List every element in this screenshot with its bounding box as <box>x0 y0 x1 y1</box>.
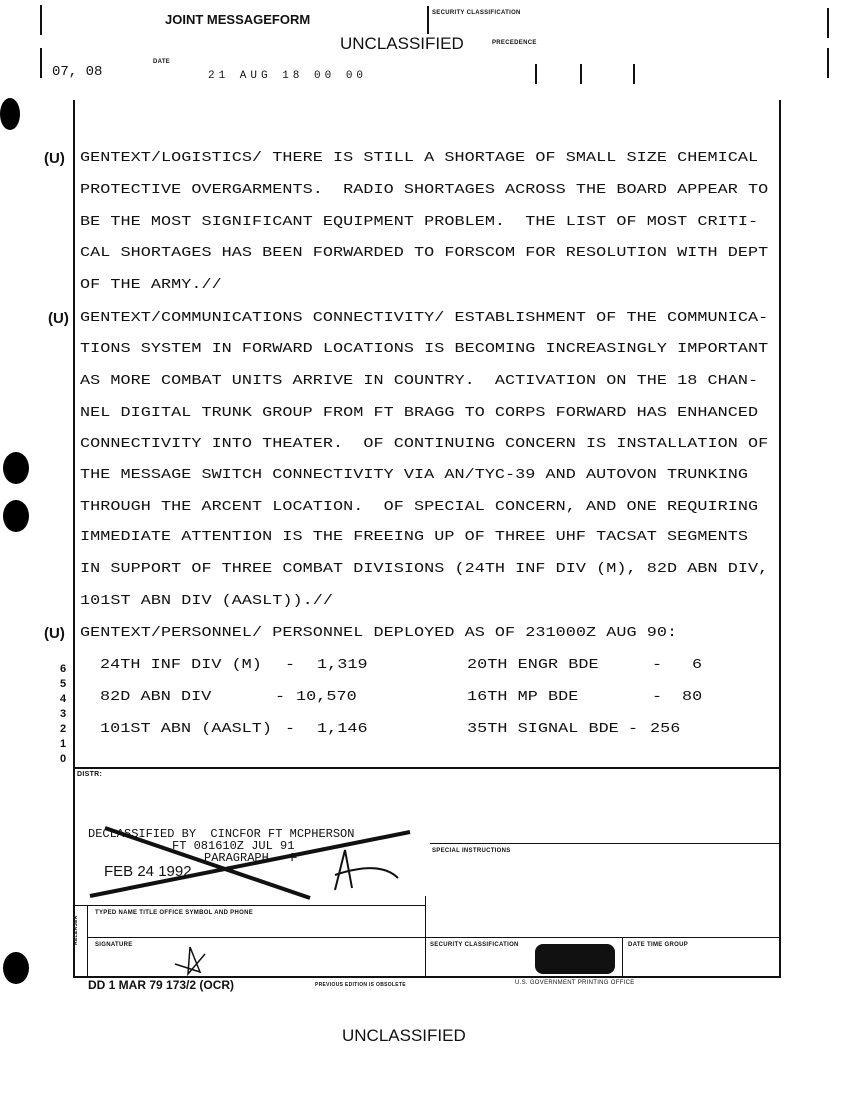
previous-edition-note: PREVIOUS EDITION IS OBSOLETE <box>315 982 406 988</box>
punch-hole <box>3 500 29 532</box>
text-line: BE THE MOST SIGNIFICANT EQUIPMENT PROBLEM. THE LIST OF MOST CRITI- <box>80 214 759 231</box>
date-label: DATE <box>153 59 171 65</box>
text-line: THROUGH THE ARCENT LOCATION. OF SPECIAL CONCERN, AND ONE REQUIRING <box>80 499 759 516</box>
dash: - <box>285 657 296 674</box>
typed-name-label: TYPED NAME TITLE OFFICE SYMBOL AND PHONE <box>95 910 254 916</box>
divider <box>427 6 429 34</box>
line-number: 3 <box>60 708 67 720</box>
box-right-border <box>779 100 781 978</box>
signature-mark <box>170 942 210 976</box>
precedence-label: PRECEDENCE <box>492 40 537 46</box>
text-line: IMMEDIATE ATTENTION IS THE FREEING UP OF THREE UHF TACSAT SEGMENTS <box>80 529 748 546</box>
declass-line: PARAGRAPH - F <box>204 851 298 865</box>
unit-count: 10,570 <box>296 689 357 706</box>
text-line: THE MESSAGE SWITCH CONNECTIVITY VIA AN/TYC-39 AND AUTOVON TRUNKING <box>80 467 748 484</box>
header-frame-line <box>827 8 829 38</box>
text-line: CAL SHORTAGES HAS BEEN FORWARDED TO FORSCOM FOR RESOLUTION WITH DEPT <box>80 245 769 262</box>
signature-row-divider <box>622 937 623 976</box>
special-instructions-label: SPECIAL INSTRUCTIONS <box>432 848 511 854</box>
punch-hole <box>3 952 29 984</box>
classification-header: UNCLASSIFIED <box>340 34 464 53</box>
header-frame-line <box>40 48 42 78</box>
declass-line: FT 081610Z JUL 91 <box>172 839 295 853</box>
text-line: 101ST ABN DIV (AASLT)).// <box>80 593 334 610</box>
declass-line: DECLASSIFIED BY CINCFOR FT MCPHERSON <box>88 827 355 841</box>
releaser-label: RELEASER <box>73 915 79 945</box>
distr-label: DISTR: <box>77 771 103 778</box>
paragraph-marking: (U) <box>44 625 65 642</box>
form-title: JOINT MESSAGEFORM <box>165 12 311 27</box>
releaser-block-divider <box>87 906 88 976</box>
text-line: TIONS SYSTEM IN FORWARD LOCATIONS IS BECOMING INCREASINGLY IMPORTANT <box>80 341 769 358</box>
line-number: 5 <box>60 678 67 690</box>
dash: - <box>285 721 296 738</box>
printing-office-note: U.S. GOVERNMENT PRINTING OFFICE <box>515 980 635 986</box>
releaser-block-divider <box>73 905 426 906</box>
dash: - <box>628 721 639 738</box>
text-line: OF THE ARMY.// <box>80 277 222 294</box>
unit-name: 20TH ENGR BDE <box>467 657 599 674</box>
text-line: GENTEXT/LOGISTICS/ THERE IS STILL A SHORTAGE OF SMALL SIZE CHEMICAL <box>80 150 759 167</box>
unit-name: 35TH SIGNAL BDE <box>467 721 619 738</box>
unit-count: 1,319 <box>317 657 368 674</box>
page-number: 07, 08 <box>52 64 103 80</box>
signature-row-divider <box>87 937 780 938</box>
line-number: 4 <box>60 693 67 705</box>
special-instructions-divider <box>430 843 780 844</box>
punch-hole <box>0 98 20 130</box>
unit-count: 6 <box>692 657 703 674</box>
unit-count: 256 <box>650 721 681 738</box>
header-frame-line <box>40 5 42 35</box>
line-number: 1 <box>60 738 67 750</box>
line-number: 2 <box>60 723 67 735</box>
paragraph-personnel: GENTEXT/PERSONNEL/ PERSONNEL DEPLOYED AS OF 231000Z AUG 90: <box>80 625 678 642</box>
text-line: NEL DIGITAL TRUNK GROUP FROM FT BRAGG TO CORPS FORWARD HAS ENHANCED <box>80 405 759 422</box>
date-time-group: 21 AUG 18 00 00 <box>208 70 368 79</box>
unit-name: 82D ABN DIV <box>100 689 212 706</box>
form-number: DD 1 MAR 79 173/2 (OCR) <box>88 978 235 992</box>
bottom-classification: UNCLASSIFIED <box>342 1026 466 1045</box>
header-field-divider <box>535 64 537 84</box>
distr-divider <box>73 767 781 769</box>
paragraph-marking: (U) <box>44 150 65 167</box>
date-time-group-label: DATE TIME GROUP <box>628 942 689 948</box>
releaser-block-divider <box>425 896 426 976</box>
dash: - <box>275 689 286 706</box>
declass-crossout-mark <box>80 820 420 900</box>
box-left-border <box>73 100 75 978</box>
header-field-divider <box>633 64 635 84</box>
line-number: 6 <box>60 663 67 675</box>
signature-label: SIGNATURE <box>95 942 133 948</box>
declass-date: FEB 24 1992 <box>104 863 192 880</box>
unit-name: 24TH INF DIV (M) <box>100 657 262 674</box>
header-frame-line <box>827 48 829 78</box>
paragraph-marking: (U) <box>48 310 69 327</box>
unit-name: 101ST ABN (AASLT) <box>100 721 273 738</box>
text-line: IN SUPPORT OF THREE COMBAT DIVISIONS (24TH INF DIV (M), 82D ABN DIV, <box>80 561 769 578</box>
dash: - <box>652 689 663 706</box>
text-line: PROTECTIVE OVERGARMENTS. RADIO SHORTAGES ACROSS THE BOARD APPEAR TO <box>80 182 769 199</box>
security-label: SECURITY CLASSIFICATION <box>432 10 521 16</box>
line-number: 0 <box>60 753 67 765</box>
unit-name: 16TH MP BDE <box>467 689 579 706</box>
redaction <box>535 944 615 974</box>
unit-count: 1,146 <box>317 721 368 738</box>
text-line: CONNECTIVITY INTO THEATER. OF CONTINUING CONCERN IS INSTALLATION OF <box>80 436 769 453</box>
security-classification-label: SECURITY CLASSIFICATION <box>430 942 519 948</box>
text-line: GENTEXT/COMMUNICATIONS CONNECTIVITY/ ESTABLISHMENT OF THE COMMUNICA- <box>80 310 769 327</box>
punch-hole <box>3 452 29 484</box>
text-line: AS MORE COMBAT UNITS ARRIVE IN COUNTRY. ACTIVATION ON THE 18 CHAN- <box>80 373 759 390</box>
unit-count: 80 <box>682 689 703 706</box>
dash: - <box>652 657 663 674</box>
header-field-divider <box>580 64 582 84</box>
